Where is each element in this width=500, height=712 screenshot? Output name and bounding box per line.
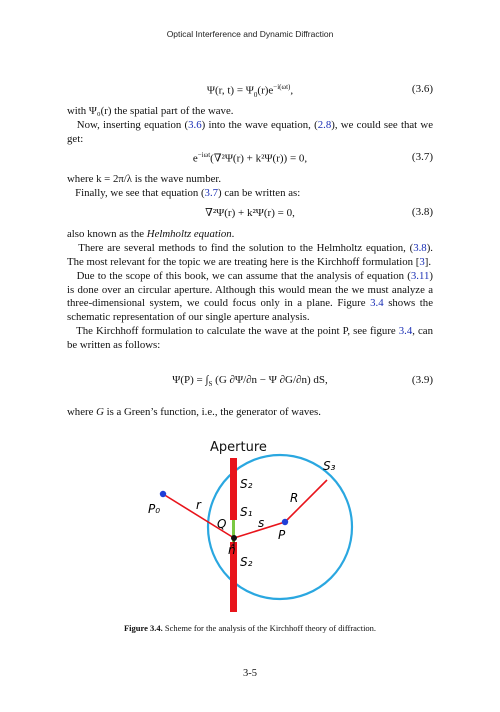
- observation-point: [282, 519, 288, 525]
- figure-caption: Figure 3.4. Scheme for the analysis of the Kirchhoff theory of diffraction.: [123, 623, 377, 633]
- label-P: P: [278, 528, 286, 542]
- ref-link[interactable]: 3.4: [370, 297, 384, 310]
- label-S2-bottom: S₂: [240, 555, 253, 569]
- paragraph-spatial-part: with Ψ₀(r) the spatial part of the wave.: [67, 105, 234, 117]
- paragraph-scope: Due to the scope of this book, we can assume that the analysis of equation (3.11) is done over an circular aperture. Although this would mean the we must analyze a three-dimensional system, we could focus only in a plane. Figure 3.4 shows the schematic representation of our single aperture analysis.: [67, 270, 433, 323]
- paragraph-helmholtz: also known as the Helmholtz equation.: [67, 228, 235, 240]
- aperture-point: [231, 535, 237, 541]
- running-header: Optical Interference and Dynamic Diffraction: [166, 29, 334, 39]
- label-S3: S₃: [323, 459, 336, 473]
- paragraph-inserting-equation: Now, inserting equation (3.6) into the wave equation, (2.8), we could see that we get:: [67, 119, 433, 145]
- label-S2-top: S₂: [240, 477, 253, 491]
- equation-number: (3.6): [411, 83, 433, 95]
- equation-number: (3.9): [411, 374, 433, 386]
- paragraph-finally: Finally, we see that equation (3.7) can be written as:: [75, 187, 301, 199]
- screen-top: [230, 458, 237, 520]
- figure-title: Aperture: [210, 440, 267, 455]
- ref-link[interactable]: 2.8: [317, 119, 332, 131]
- label-R: R: [290, 491, 299, 505]
- paragraph-wave-number: where k = 2π/λ is the wave number.: [67, 173, 222, 185]
- label-P0: P₀: [148, 502, 161, 516]
- paragraph-greens-function: where G is a Green’s function, i.e., the generator of waves.: [67, 406, 321, 418]
- paragraph-methods: There are several methods to find the solution to the Helmholtz equation, (3.8). The most relevant for the topic we are treating here is the Kirchhoff formulation [3].: [67, 242, 433, 268]
- ref-link[interactable]: 3.8: [413, 242, 427, 254]
- label-s: s: [258, 516, 265, 530]
- figure-kirchhoff-diffraction: [140, 430, 360, 615]
- label-r: r: [196, 498, 201, 512]
- ref-link[interactable]: 3: [419, 255, 425, 268]
- label-normal: n̂: [228, 543, 236, 557]
- integration-circle: [208, 455, 352, 599]
- ref-link[interactable]: 3.11: [410, 270, 430, 282]
- ref-link: 3.4: [398, 325, 413, 337]
- paragraph-kirchhoff: The Kirchhoff formulation to calculate the wave at the point P, see figure 3.4, can be written as follows:: [67, 325, 433, 351]
- label-S1: S₁: [240, 505, 253, 519]
- source-point: [160, 491, 166, 497]
- ref-link[interactable]: 3.6: [188, 119, 202, 131]
- equation-number: (3.8): [411, 206, 433, 218]
- equation-number: (3.7): [411, 151, 433, 163]
- label-Q: Q: [217, 517, 227, 531]
- page-number: 3-5: [243, 668, 257, 679]
- ref-link[interactable]: 3.7: [204, 187, 219, 199]
